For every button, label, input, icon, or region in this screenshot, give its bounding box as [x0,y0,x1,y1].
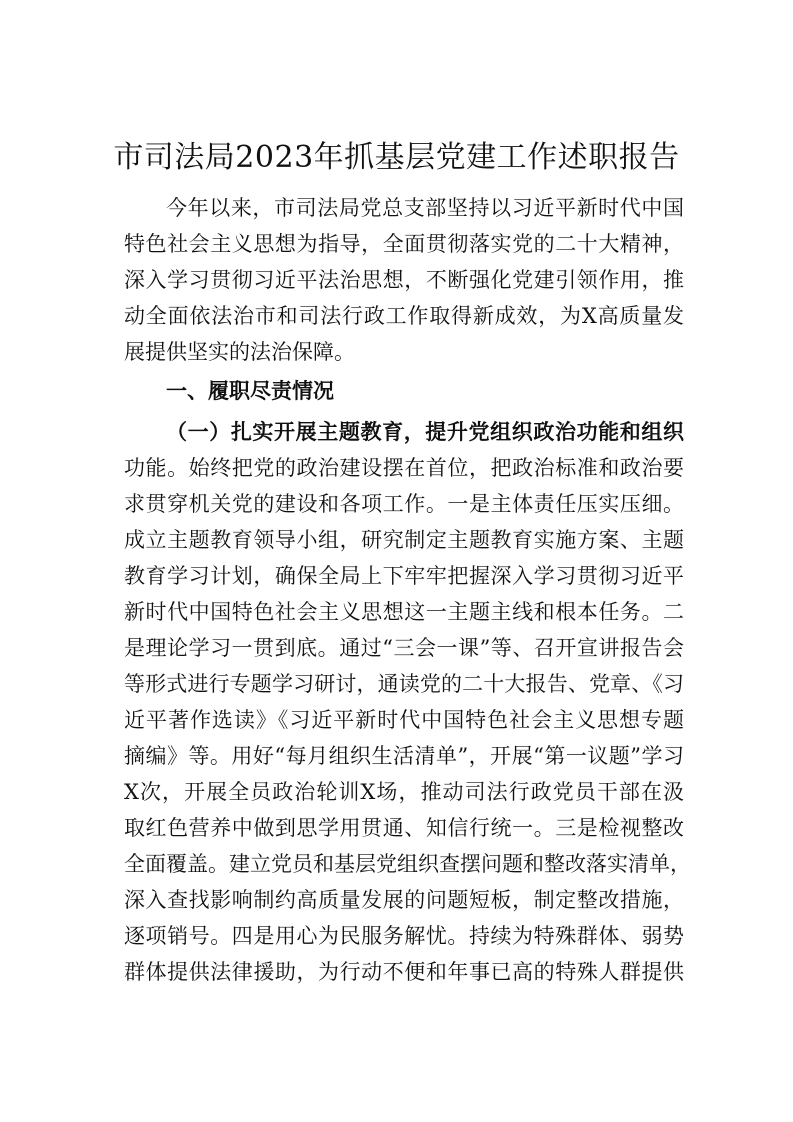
body-line: 今年以来，市司法局党总支部坚持以习近平新时代中国 [166,196,684,220]
body-line: 取红色营养中做到思学用贯通、知信行统一。三是检视整改 [124,816,684,840]
body-line: 深入学习贯彻习近平法治思想，不断强化党建引领作用，推 [124,268,684,292]
body-line: 摘编》等。用好“每月组织生活清单”，开展“第一议题”学习 [124,744,684,768]
body-line: 功能。始终把党的政治建设摆在首位，把政治标准和政治要 [124,456,684,480]
body-line: 特色社会主义思想为指导，全面贯彻落实党的二十大精神， [124,232,684,256]
body-line: 群体提供法律援助，为行动不便和年事已高的特殊人群提供 [124,960,684,984]
subsection-heading: （一）扎实开展主题教育，提升党组织政治功能和组织 [166,419,684,444]
body-line: 求贯穿机关党的建设和各项工作。一是主体责任压实压细。 [124,492,684,516]
body-line: 新时代中国特色社会主义思想这一主题主线和根本任务。二 [124,600,684,624]
body-line: 是理论学习一贯到底。通过“三会一课”等、召开宣讲报告会 [124,636,684,660]
body-line: 深入查找影响制约高质量发展的问题短板，制定整改措施， [124,888,684,912]
body-line: 教育学习计划，确保全局上下牢牢把握深入学习贯彻习近平 [124,564,684,588]
body-line: 成立主题教育领导小组，研究制定主题教育实施方案、主题 [124,528,684,552]
body-line: 逐项销号。四是用心为民服务解忧。持续为特殊群体、弱势 [124,924,684,948]
body-line: 展提供坚实的法治保障。 [124,340,355,364]
body-line: 动全面依法治市和司法行政工作取得新成效，为X高质量发 [124,304,684,328]
body-line: X次，开展全员政治轮训X场，推动司法行政党员干部在汲 [124,780,684,804]
body-line: 等形式进行专题学习研讨，通读党的二十大报告、党章、《习 [124,672,684,696]
document-title: 市司法局2023年抓基层党建工作述职报告 [113,140,680,175]
body-line: 近平著作选读》《习近平新时代中国特色社会主义思想专题 [124,708,684,732]
section-heading: 一、履职尽责情况 [166,379,334,403]
body-line: 全面覆盖。建立党员和基层党组织查摆问题和整改落实清单， [124,852,691,876]
